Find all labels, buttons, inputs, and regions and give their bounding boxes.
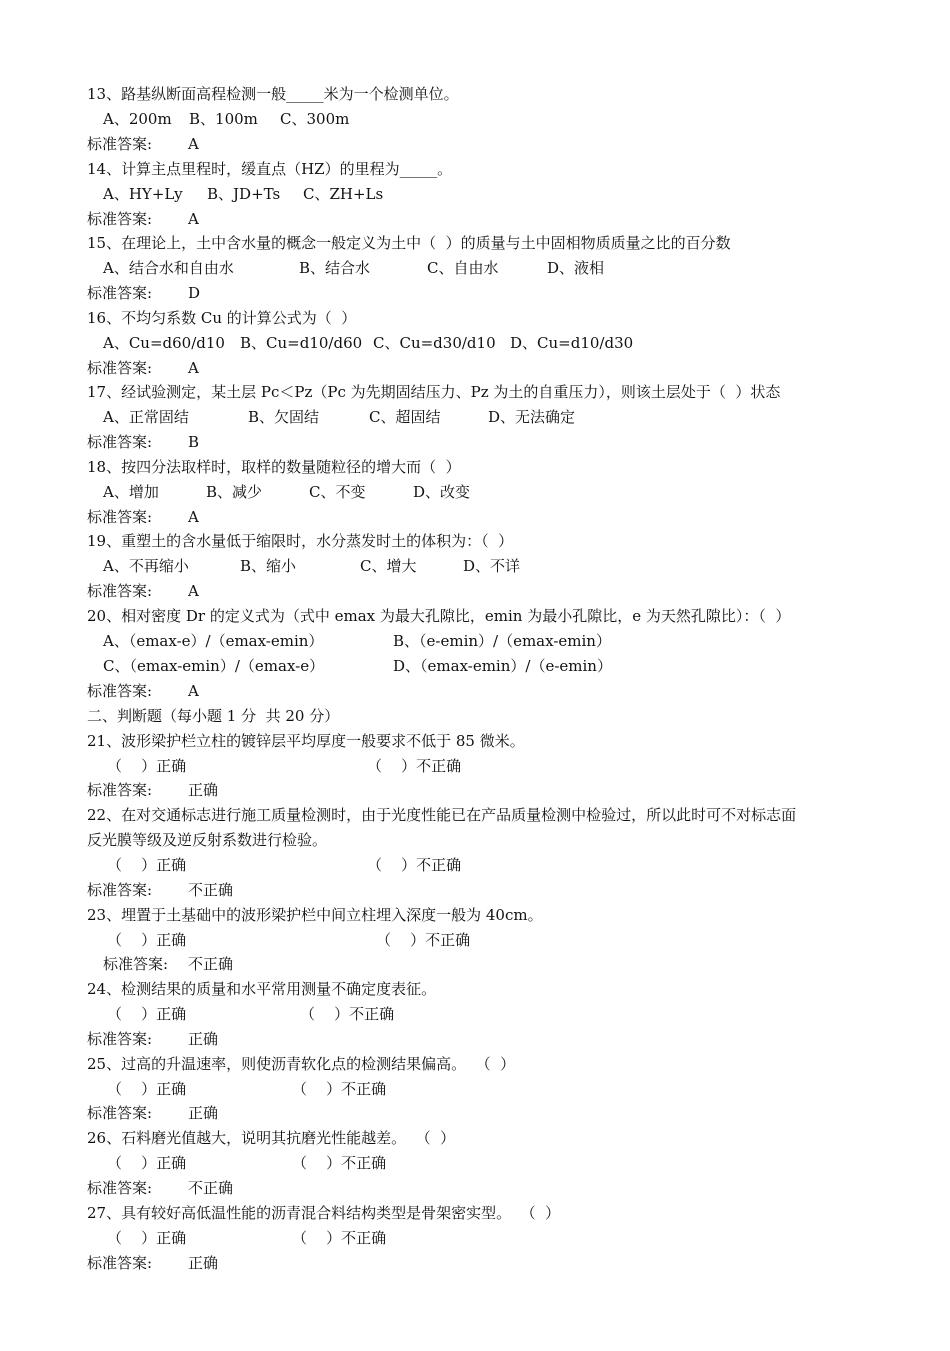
question-text: 25、过高的升温速率，则使沥青软化点的检测结果偏高。 （ ） bbox=[87, 1055, 516, 1073]
answer-value: 不正确 bbox=[188, 881, 234, 899]
option: B、欠固结 bbox=[248, 408, 320, 426]
option: B、缩小 bbox=[240, 557, 297, 575]
options-row bbox=[87, 182, 384, 207]
section-title: 二、判断题（每小题 1 分 共 20 分） bbox=[87, 707, 340, 725]
option: B、Cu=d10/d60 bbox=[240, 334, 363, 352]
answer-label: 标准答案: bbox=[87, 582, 153, 600]
question-text: 19、重塑土的含水量低于缩限时，水分蒸发时土的体积为：（ ） bbox=[87, 532, 514, 550]
answer-row bbox=[87, 679, 199, 704]
option: D、不详 bbox=[463, 557, 521, 575]
option-incorrect: （ ）不正确 bbox=[300, 1005, 395, 1023]
answer-row bbox=[87, 1101, 219, 1126]
option: B、100m bbox=[189, 110, 258, 128]
option: C、（emax-emin）/（emax-e） bbox=[103, 657, 325, 675]
answer-label: 标准答案: bbox=[87, 359, 153, 377]
options-row bbox=[87, 554, 521, 579]
option: B、减少 bbox=[206, 483, 263, 501]
answer-label: 标准答案: bbox=[87, 881, 153, 899]
option: D、液相 bbox=[547, 259, 605, 277]
options-row bbox=[87, 331, 634, 356]
option: A、Cu=d60/d10 bbox=[103, 334, 225, 352]
answer-row bbox=[87, 878, 234, 903]
answer-row bbox=[87, 281, 201, 306]
option: C、自由水 bbox=[427, 259, 499, 277]
option: D、（emax-emin）/（e-emin） bbox=[393, 657, 612, 675]
option-incorrect: （ ）不正确 bbox=[367, 757, 462, 775]
option-correct: （ ）正确 bbox=[107, 856, 187, 874]
answer-label: 标准答案: bbox=[87, 210, 153, 228]
answer-value: 正确 bbox=[188, 1104, 219, 1122]
question-text: 21、波形梁护栏立柱的镀锌层平均厚度一般要求不低于 85 微米。 bbox=[87, 732, 525, 750]
option: A、不再缩小 bbox=[103, 557, 189, 575]
answer-row bbox=[87, 1176, 234, 1201]
answer-value: B bbox=[188, 433, 200, 451]
answer-label: 标准答案: bbox=[87, 1179, 153, 1197]
answer-label: 标准答案: bbox=[87, 284, 153, 302]
option: B、（e-emin）/（emax-emin） bbox=[393, 632, 611, 650]
answer-label: 标准答案: bbox=[87, 781, 153, 799]
judge-options-row bbox=[87, 928, 471, 953]
option: C、Cu=d30/d10 bbox=[373, 334, 496, 352]
option-correct: （ ）正确 bbox=[107, 1154, 187, 1172]
question-text: 20、相对密度 Dr 的定义式为（式中 emax 为最大孔隙比，emin 为最小孔隙比，e 为天然孔隙比）：（ ） bbox=[87, 607, 791, 625]
option-correct: （ ）正确 bbox=[107, 757, 187, 775]
option-correct: （ ）正确 bbox=[107, 1229, 187, 1247]
answer-row bbox=[87, 778, 219, 803]
answer-row bbox=[87, 207, 199, 232]
judge-options-row bbox=[87, 1226, 387, 1251]
answer-value: A bbox=[188, 682, 199, 700]
answer-row bbox=[87, 430, 200, 455]
options-row bbox=[87, 654, 612, 679]
answer-value: A bbox=[188, 508, 199, 526]
question-text: 22、在对交通标志进行施工质量检测时，由于光度性能已在产品质量检测中检验过，所以此时可不对标志面 bbox=[87, 806, 797, 824]
answer-row bbox=[87, 579, 199, 604]
question-text: 16、不均匀系数 Cu 的计算公式为（ ） bbox=[87, 309, 357, 327]
answer-label: 标准答案: bbox=[103, 955, 169, 973]
question-text: 27、具有较好高低温性能的沥青混合料结构类型是骨架密实型。 （ ） bbox=[87, 1204, 561, 1222]
answer-value: 不正确 bbox=[188, 1179, 234, 1197]
answer-label: 标准答案: bbox=[87, 135, 153, 153]
option: D、改变 bbox=[413, 483, 471, 501]
answer-label: 标准答案: bbox=[87, 682, 153, 700]
question-text: 14、计算主点里程时，缓直点（HZ）的里程为_____。 bbox=[87, 160, 453, 178]
option: C、超固结 bbox=[369, 408, 441, 426]
answer-row bbox=[87, 1027, 219, 1052]
option: C、300m bbox=[280, 110, 350, 128]
question-text: 24、检测结果的质量和水平常用测量不确定度表征。 bbox=[87, 980, 437, 998]
judge-options-row bbox=[87, 1077, 387, 1102]
question-text-continued: 反光膜等级及逆反射系数进行检验。 bbox=[87, 831, 328, 849]
options-row bbox=[87, 107, 350, 132]
judge-options-row bbox=[87, 853, 462, 878]
answer-row bbox=[87, 505, 199, 530]
question-text: 18、按四分法取样时，取样的数量随粒径的增大而（ ） bbox=[87, 458, 461, 476]
option-incorrect: （ ）不正确 bbox=[292, 1154, 387, 1172]
option: D、Cu=d10/d30 bbox=[510, 334, 634, 352]
answer-value: 正确 bbox=[188, 1254, 219, 1272]
option-correct: （ ）正确 bbox=[107, 1080, 187, 1098]
option-incorrect: （ ）不正确 bbox=[367, 856, 462, 874]
answer-label: 标准答案: bbox=[87, 1030, 153, 1048]
option-correct: （ ）正确 bbox=[107, 1005, 187, 1023]
answer-row bbox=[103, 952, 234, 977]
answer-row bbox=[87, 356, 199, 381]
option: A、（emax-e）/（emax-emin） bbox=[103, 632, 324, 650]
option: B、JD+Ts bbox=[207, 185, 281, 203]
answer-label: 标准答案: bbox=[87, 508, 153, 526]
answer-value: 正确 bbox=[188, 781, 219, 799]
option-incorrect: （ ）不正确 bbox=[376, 931, 471, 949]
question-text: 17、经试验测定，某土层 Pc＜Pz（Pc 为先期固结压力、Pz 为土的自重压力），则该土层处于（ ）状态 bbox=[87, 383, 781, 401]
option: C、ZH+Ls bbox=[303, 185, 384, 203]
option: A、增加 bbox=[103, 483, 159, 501]
answer-value: A bbox=[188, 359, 199, 377]
answer-value: A bbox=[188, 210, 199, 228]
answer-value: 正确 bbox=[188, 1030, 219, 1048]
options-row bbox=[87, 480, 471, 505]
answer-label: 标准答案: bbox=[87, 1254, 153, 1272]
answer-value: A bbox=[188, 135, 199, 153]
option: A、正常固结 bbox=[103, 408, 189, 426]
answer-row bbox=[87, 132, 199, 157]
options-row bbox=[87, 405, 576, 430]
judge-options-row bbox=[87, 1002, 395, 1027]
judge-options-row bbox=[87, 754, 462, 779]
option-incorrect: （ ）不正确 bbox=[292, 1229, 387, 1247]
option: C、不变 bbox=[309, 483, 366, 501]
option-incorrect: （ ）不正确 bbox=[292, 1080, 387, 1098]
options-row bbox=[87, 629, 611, 654]
question-text: 13、路基纵断面高程检测一般_____米为一个检测单位。 bbox=[87, 85, 459, 103]
option: A、200m bbox=[103, 110, 172, 128]
option: A、结合水和自由水 bbox=[103, 259, 234, 277]
option: C、增大 bbox=[360, 557, 417, 575]
answer-value: 不正确 bbox=[188, 955, 234, 973]
option-correct: （ ）正确 bbox=[107, 931, 187, 949]
answer-label: 标准答案: bbox=[87, 1104, 153, 1122]
answer-label: 标准答案: bbox=[87, 433, 153, 451]
answer-row bbox=[87, 1251, 219, 1276]
option: D、无法确定 bbox=[488, 408, 576, 426]
answer-value: D bbox=[188, 284, 201, 302]
question-text: 23、埋置于土基础中的波形梁护栏中间立柱埋入深度一般为 40cm。 bbox=[87, 906, 543, 924]
answer-value: A bbox=[188, 582, 199, 600]
options-row bbox=[87, 256, 605, 281]
question-text: 26、石料磨光值越大，说明其抗磨光性能越差。 （ ） bbox=[87, 1129, 456, 1147]
question-text: 15、在理论上，土中含水量的概念一般定义为土中（ ）的质量与土中固相物质质量之比的百分数 bbox=[87, 234, 731, 252]
option: B、结合水 bbox=[299, 259, 371, 277]
judge-options-row bbox=[87, 1151, 387, 1176]
option: A、HY+Ly bbox=[103, 185, 183, 203]
